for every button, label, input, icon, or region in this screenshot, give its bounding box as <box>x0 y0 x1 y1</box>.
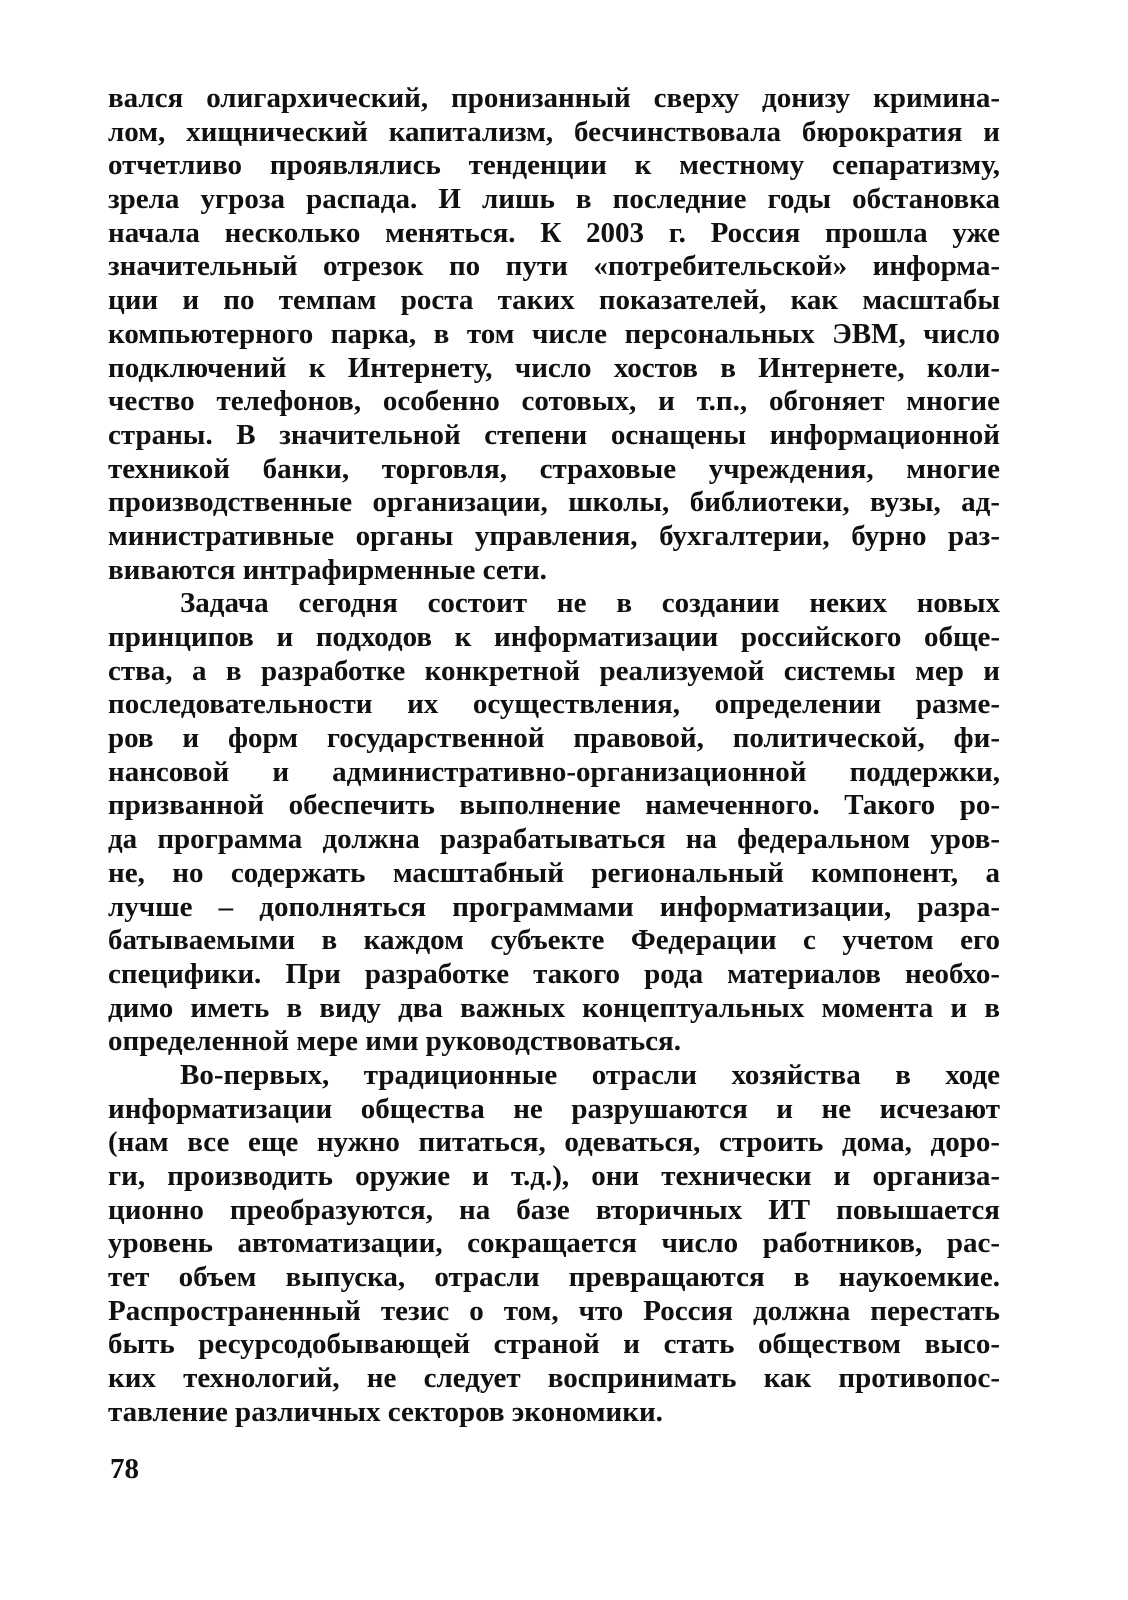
text-line: батываемыми в каждом субъекте Федерации с учетом его <box>108 924 1000 957</box>
text-line: техникой банки, торговля, страховые учреждения, многие <box>108 452 1000 485</box>
text-line: Во-первых, традиционные отрасли хозяйства в ходе <box>180 1058 1000 1091</box>
text-line: отчетливо проявлялись тенденции к местному сепаратизму, <box>108 149 1000 182</box>
text-line: определенной мере ими руководствоваться. <box>108 1025 681 1058</box>
text-line: ционно преобразуются, на базе вторичных ИТ повышается <box>108 1193 1000 1226</box>
text-line: компьютерного парка, в том числе персональных ЭВМ, число <box>108 317 1000 350</box>
text-line: подключений к Интернету, число хостов в Интернете, коли- <box>108 351 1000 384</box>
text-line: тет объем выпуска, отрасли превращаются в наукоемкие. <box>108 1261 1000 1294</box>
text-line: производственные организации, школы, библиотеки, вузы, ад- <box>108 486 1000 519</box>
page-number: 78 <box>110 1453 139 1485</box>
text-line: значительный отрезок по пути «потребительской» информа- <box>108 250 1000 283</box>
text-line: нансовой и административно-организационной поддержки, <box>108 755 1000 788</box>
text-line: последовательности их осуществления, определении разме- <box>108 688 1000 721</box>
text-line: лучше – дополняться программами информатизации, разра- <box>108 890 1000 923</box>
text-line: ги, производить оружие и т.д.), они технически и организа- <box>108 1160 1000 1192</box>
text-line: Задача сегодня состоит не в создании неких новых <box>180 587 1000 620</box>
text-line: принципов и подходов к информатизации российского обще- <box>108 621 1000 653</box>
text-line: ров и форм государственной правовой, политической, фи- <box>108 722 1000 755</box>
text-line: (нам все еще нужно питаться, одеваться, строить дома, доро- <box>108 1126 1000 1159</box>
paragraph <box>108 587 1000 1059</box>
text-line: ства, а в разработке конкретной реализуемой системы мер и <box>108 654 1000 687</box>
text-line: зрела угроза распада. И лишь в последние годы обстановка <box>108 183 1000 216</box>
text-line: уровень автоматизации, сокращается число работников, рас- <box>108 1227 1000 1260</box>
text-line: начала несколько меняться. К 2003 г. Россия прошла уже <box>108 216 1000 249</box>
text-line: виваются интрафирменные сети. <box>108 553 547 586</box>
paragraph <box>108 1059 1000 1430</box>
text-line: быть ресурсодобывающей страной и стать обществом высо- <box>108 1328 1000 1361</box>
text-line: чество телефонов, особенно сотовых, и т.п., обгоняет многие <box>108 385 1000 418</box>
page-body <box>108 82 1000 1430</box>
text-line: не, но содержать масштабный региональный компонент, а <box>108 856 1000 889</box>
text-line: лом, хищнический капитализм, бесчинствовала бюрократия и <box>108 115 1000 148</box>
text-line: призванной обеспечить выполнение намеченного. Такого ро- <box>108 789 1000 822</box>
paragraph <box>108 82 1000 587</box>
text-line: специфики. При разработке такого рода материалов необхо- <box>108 957 1000 990</box>
text-line: вался олигархический, пронизанный сверху донизу кримина- <box>108 82 1000 114</box>
text-line: министративные органы управления, бухгалтерии, бурно раз- <box>108 519 1000 552</box>
text-line: Распространенный тезис о том, что Россия должна перестать <box>108 1294 1000 1327</box>
text-line: тавление различных секторов экономики. <box>108 1395 663 1428</box>
text-line: информатизации общества не разрушаются и не исчезают <box>108 1092 1000 1125</box>
text-block <box>108 82 1000 1430</box>
text-line: страны. В значительной степени оснащены информационной <box>108 418 1000 451</box>
text-line: да программа должна разрабатываться на федеральном уров- <box>108 823 1000 856</box>
text-line: ких технологий, не следует воспринимать как противопос- <box>108 1362 1000 1395</box>
text-line: ции и по темпам роста таких показателей, как масштабы <box>108 284 1000 317</box>
text-line: димо иметь в виду два важных концептуальных момента и в <box>108 991 1000 1024</box>
